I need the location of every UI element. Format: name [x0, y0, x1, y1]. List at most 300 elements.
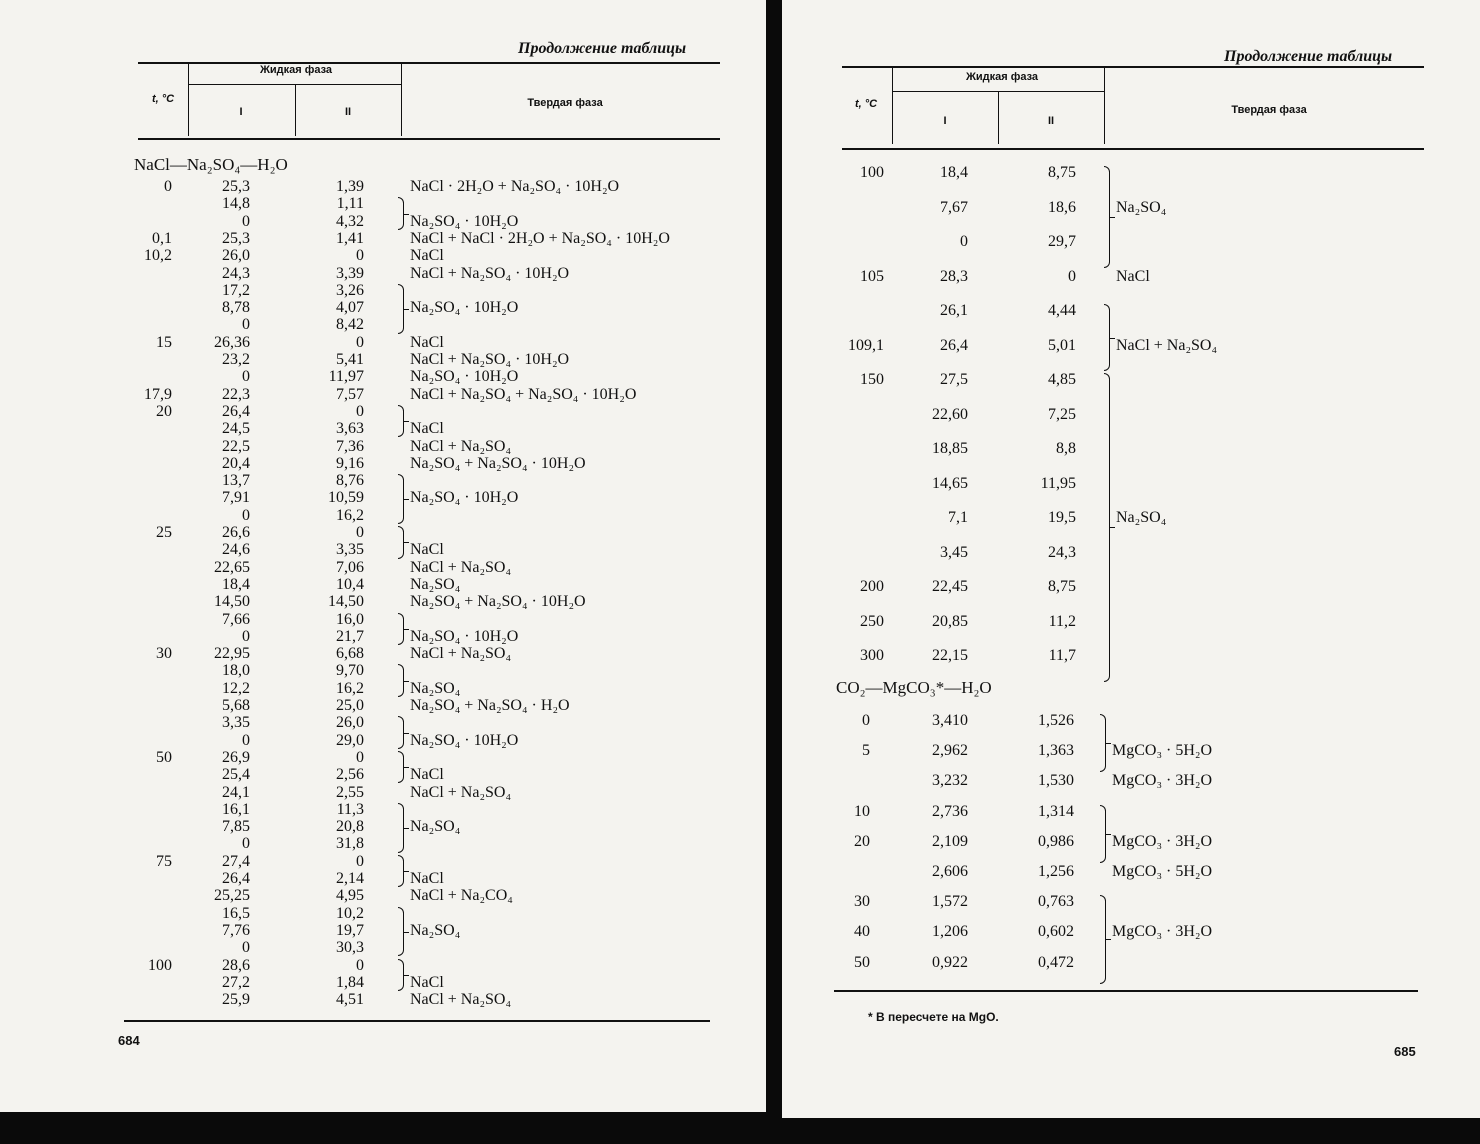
value-ii-cell: 2,55 [336, 783, 364, 801]
value-ii-cell: 11,95 [1040, 474, 1076, 492]
table-row [782, 268, 1480, 286]
group-brace [398, 751, 404, 784]
solid-phase-cell: NaCl [410, 973, 444, 991]
value-i-cell: 24,6 [222, 541, 250, 559]
group-brace [398, 907, 404, 957]
header-solid-phase: Твердая фаза [527, 97, 603, 109]
value-ii-cell: 16,2 [336, 506, 364, 524]
table-row [0, 974, 766, 992]
table-row [782, 337, 1480, 355]
value-i-cell: 7,91 [222, 489, 250, 507]
table-row [0, 420, 766, 438]
solid-phase-cell: Na₂SO₄ [410, 575, 461, 593]
header-divider [401, 62, 402, 136]
header-liquid-phase: Жидкая фаза [965, 71, 1039, 83]
solid-phase-cell: NaCl [410, 420, 444, 438]
value-ii-cell: 0 [356, 402, 364, 420]
value-i-cell: 2,606 [932, 863, 968, 880]
table-row [0, 593, 766, 611]
value-ii-cell: 19,7 [336, 921, 364, 939]
value-ii-cell: 0 [356, 852, 364, 870]
value-ii-cell: 0,986 [1038, 832, 1074, 850]
solid-phase-cell: Na₂SO₄ + Na₂SO₄ · 10H₂O [410, 593, 586, 611]
table-row [782, 613, 1480, 631]
value-ii-cell: 8,75 [1048, 164, 1076, 181]
value-i-cell: 8,78 [222, 299, 250, 317]
value-i-cell: 3,35 [222, 714, 250, 732]
value-ii-cell: 8,76 [336, 472, 364, 490]
value-i-cell: 25,3 [222, 229, 250, 247]
value-i-cell: 18,4 [940, 164, 968, 181]
table-row [782, 712, 1480, 730]
value-ii-cell: 10,4 [336, 575, 364, 593]
value-i-cell: 0 [242, 627, 250, 645]
value-ii-cell: 0,472 [1038, 953, 1074, 971]
value-ii-cell: 0 [356, 956, 364, 974]
value-i-cell: 22,5 [222, 437, 250, 455]
header-temperature: t, °C [854, 98, 878, 110]
value-i-cell: 3,410 [932, 712, 968, 729]
table-row [0, 455, 766, 473]
value-i-cell: 0 [242, 368, 250, 386]
header-divider [998, 92, 999, 144]
solid-phase-cell: Na₂SO₄ · 10H₂O [410, 627, 519, 645]
footnote: * В пересчете на MgO. [868, 1010, 999, 1024]
solid-phase-cell: Na₂SO₄ [1116, 198, 1167, 216]
solid-phase-cell: Na₂SO₄ · 10H₂O [410, 299, 519, 317]
value-i-cell: 0 [242, 939, 250, 957]
table-row [0, 801, 766, 819]
value-i-cell: 0 [242, 316, 250, 334]
solid-phase-cell: Na₂SO₄ [410, 818, 461, 836]
solid-phase-cell: NaCl + Na₂SO₄ · 10H₂O [410, 351, 570, 368]
value-ii-cell: 1,256 [1038, 863, 1074, 880]
value-ii-cell: 20,8 [336, 818, 364, 836]
group-brace [398, 284, 404, 334]
value-i-cell: 22,15 [932, 647, 968, 664]
continuation-label: Продолжение таблицы [1224, 48, 1393, 65]
header-solid-phase: Твердая фаза [1231, 104, 1307, 116]
group-brace [398, 197, 404, 230]
value-i-cell: 22,3 [222, 385, 250, 403]
temperature-cell: 250 [860, 612, 884, 630]
solid-phase-cell: MgCO₃ · 3H₂O [1112, 832, 1213, 850]
table-row [782, 923, 1480, 941]
table-row [0, 939, 766, 957]
value-i-cell: 3,232 [932, 772, 968, 790]
solid-phase-cell: MgCO₃ · 3H₂O [1112, 772, 1213, 790]
table-row [782, 742, 1480, 760]
solid-phase-cell: MgCO₃ · 5H₂O [1112, 742, 1213, 760]
table-row [782, 833, 1480, 851]
value-ii-cell: 1,526 [1038, 712, 1074, 729]
value-ii-cell: 14,50 [328, 593, 364, 611]
group-brace [398, 474, 404, 524]
header-temperature: t, °C [151, 93, 175, 105]
table-row [0, 541, 766, 559]
value-ii-cell: 4,51 [336, 991, 364, 1009]
value-ii-cell: 31,8 [336, 835, 364, 853]
temperature-cell: 109,1 [848, 336, 884, 354]
value-i-cell: 26,9 [222, 748, 250, 766]
table-row [0, 645, 766, 663]
solid-phase-cell: Na₂SO₄ [410, 921, 461, 939]
value-ii-cell: 0,602 [1038, 923, 1074, 941]
value-ii-cell: 7,57 [336, 385, 364, 403]
table-row [782, 509, 1480, 527]
solid-phase-cell: Na₂SO₄ · 10H₂O [410, 731, 519, 749]
value-ii-cell: 4,07 [336, 299, 364, 317]
value-i-cell: 22,60 [932, 405, 968, 423]
value-ii-cell: 0 [356, 247, 364, 265]
value-i-cell: 25,3 [222, 178, 250, 195]
header-subrule [188, 84, 401, 85]
table-row [0, 766, 766, 784]
value-ii-cell: 7,25 [1048, 405, 1076, 423]
value-ii-cell: 0 [356, 524, 364, 541]
table-row [0, 991, 766, 1009]
solid-phase-cell: NaCl + Na₂SO₄ [1116, 336, 1218, 354]
value-ii-cell: 3,39 [336, 264, 364, 282]
value-ii-cell: 21,7 [336, 627, 364, 645]
value-i-cell: 26,0 [222, 247, 250, 265]
temperature-cell: 0,1 [152, 229, 172, 247]
temperature-cell: 20 [156, 402, 172, 420]
system-title: NaCl—Na₂SO₄—H₂O [134, 155, 288, 174]
right-page [782, 0, 1480, 1118]
value-ii-cell: 11,97 [328, 368, 364, 386]
temperature-cell: 75 [156, 852, 172, 870]
table-row [782, 302, 1480, 320]
value-i-cell: 7,85 [222, 818, 250, 836]
table-bottom-rule [124, 1020, 710, 1022]
table-row [0, 697, 766, 715]
group-brace [1104, 304, 1110, 371]
page-number: 685 [1394, 1044, 1416, 1059]
group-brace [398, 959, 404, 992]
solid-phase-cell: NaCl + Na₂SO₄ [410, 783, 512, 801]
value-i-cell: 20,4 [222, 454, 250, 472]
value-i-cell: 23,2 [222, 351, 250, 368]
table-row [782, 406, 1480, 424]
value-ii-cell: 25,0 [336, 697, 364, 714]
table-row [782, 544, 1480, 562]
solid-phase-cell: NaCl [410, 766, 444, 784]
value-i-cell: 28,3 [940, 267, 968, 285]
table-row [0, 784, 766, 802]
value-i-cell: 28,6 [222, 956, 250, 974]
table-row [0, 662, 766, 680]
value-i-cell: 17,2 [222, 281, 250, 299]
group-brace [398, 405, 404, 438]
value-ii-cell: 4,85 [1048, 371, 1076, 388]
value-i-cell: 14,8 [222, 195, 250, 213]
value-ii-cell: 4,95 [336, 887, 364, 905]
value-i-cell: 16,1 [222, 800, 250, 818]
value-i-cell: 27,5 [940, 371, 968, 388]
temperature-cell: 15 [156, 333, 172, 351]
value-i-cell: 5,68 [222, 697, 250, 714]
solid-phase-cell: MgCO₃ · 5H₂O [1112, 863, 1213, 880]
group-brace [1104, 373, 1110, 682]
value-i-cell: 3,45 [940, 543, 968, 561]
header-divider [188, 62, 189, 136]
group-brace [398, 613, 404, 646]
temperature-cell: 40 [854, 923, 870, 941]
value-ii-cell: 29,0 [336, 731, 364, 749]
solid-phase-cell: NaCl + Na₂SO₄ [410, 991, 512, 1009]
table-row [0, 386, 766, 404]
value-ii-cell: 11,3 [336, 800, 364, 818]
value-ii-cell: 19,5 [1048, 509, 1076, 526]
solid-phase-cell: Na₂SO₄ [410, 679, 461, 697]
solid-phase-cell: NaCl + Na₂SO₄ [410, 558, 512, 576]
group-brace [1100, 895, 1106, 984]
solid-phase-cell: NaCl [410, 247, 444, 265]
table-row [0, 282, 766, 300]
value-i-cell: 0 [242, 506, 250, 524]
table-row [782, 803, 1480, 821]
value-ii-cell: 0,763 [1038, 893, 1074, 911]
solid-phase-cell: NaCl + Na₂CO₄ [410, 887, 513, 905]
solid-phase-cell: NaCl · 2H₂O + Na₂SO₄ · 10H₂O [410, 178, 620, 195]
value-ii-cell: 11,7 [1048, 647, 1076, 664]
solid-phase-cell: NaCl + NaCl · 2H₂O + Na₂SO₄ · 10H₂O [410, 229, 670, 247]
value-i-cell: 26,4 [222, 870, 250, 887]
value-i-cell: 20,85 [932, 612, 968, 630]
value-ii-cell: 11,2 [1048, 612, 1076, 630]
header-col-ii: II [344, 106, 352, 118]
solid-phase-cell: NaCl + Na₂SO₄ [410, 645, 512, 663]
header-liquid-phase: Жидкая фаза [259, 64, 333, 76]
table-row [782, 233, 1480, 251]
value-ii-cell: 5,41 [336, 351, 364, 368]
value-ii-cell: 29,7 [1048, 233, 1076, 250]
value-ii-cell: 8,8 [1056, 440, 1076, 457]
value-ii-cell: 8,75 [1048, 578, 1076, 595]
value-i-cell: 27,4 [222, 852, 250, 870]
solid-phase-cell: NaCl + Na₂SO₄ + Na₂SO₄ · 10H₂O [410, 385, 637, 403]
solid-phase-cell: Na₂SO₄ · 10H₂O [410, 489, 519, 507]
value-i-cell: 1,572 [932, 893, 968, 911]
value-i-cell: 2,736 [932, 802, 968, 820]
table-row [0, 559, 766, 577]
table-row [0, 316, 766, 334]
value-ii-cell: 7,06 [336, 558, 364, 576]
solid-phase-cell: NaCl [410, 541, 444, 559]
table-row [0, 351, 766, 369]
table-row [782, 863, 1480, 881]
table-top-rule [138, 62, 720, 64]
temperature-cell: 25 [156, 524, 172, 541]
table-row [0, 905, 766, 923]
table-row [782, 475, 1480, 493]
table-row [0, 922, 766, 940]
value-i-cell: 1,206 [932, 923, 968, 941]
table-row [0, 299, 766, 317]
value-i-cell: 22,65 [214, 558, 250, 576]
table-row [0, 368, 766, 386]
temperature-cell: 50 [854, 953, 870, 971]
table-row [0, 230, 766, 248]
temperature-cell: 10,2 [144, 247, 172, 265]
table-row [0, 576, 766, 594]
header-divider [892, 66, 893, 144]
solid-phase-cell: Na₂SO₄ · 10H₂O [410, 368, 519, 386]
table-row [782, 164, 1480, 182]
table-row [0, 835, 766, 853]
value-i-cell: 26,6 [222, 524, 250, 541]
header-divider [295, 84, 296, 136]
value-i-cell: 12,2 [222, 679, 250, 697]
value-i-cell: 7,66 [222, 610, 250, 628]
value-i-cell: 0 [242, 731, 250, 749]
table-row [0, 507, 766, 525]
table-row [0, 887, 766, 905]
table-row [0, 957, 766, 975]
table-row [0, 818, 766, 836]
value-ii-cell: 5,01 [1048, 336, 1076, 354]
temperature-cell: 30 [156, 645, 172, 663]
temperature-cell: 0 [862, 712, 870, 729]
value-ii-cell: 6,68 [336, 645, 364, 663]
value-i-cell: 22,95 [214, 645, 250, 663]
table-row [0, 680, 766, 698]
value-ii-cell: 9,16 [336, 454, 364, 472]
group-brace [1100, 714, 1106, 772]
table-row [0, 611, 766, 629]
value-i-cell: 26,4 [222, 402, 250, 420]
solid-phase-cell: Na₂SO₄ + Na₂SO₄ · H₂O [410, 697, 570, 714]
system-title: CO₂—MgCO₃*—H₂O [836, 678, 992, 697]
value-ii-cell: 16,0 [336, 610, 364, 628]
table-row [782, 371, 1480, 389]
value-ii-cell: 4,32 [336, 212, 364, 230]
value-ii-cell: 2,56 [336, 766, 364, 784]
table-row [0, 472, 766, 490]
value-i-cell: 16,5 [222, 904, 250, 922]
solid-phase-cell: Na₂SO₄ [1116, 509, 1167, 526]
value-i-cell: 25,9 [222, 991, 250, 1009]
value-ii-cell: 1,39 [336, 178, 364, 195]
table-row [0, 628, 766, 646]
temperature-cell: 100 [148, 956, 172, 974]
value-ii-cell: 10,2 [336, 904, 364, 922]
group-brace [398, 803, 404, 853]
value-ii-cell: 30,3 [336, 939, 364, 957]
value-i-cell: 18,85 [932, 440, 968, 457]
value-ii-cell: 16,2 [336, 679, 364, 697]
solid-phase-cell: NaCl [410, 870, 444, 887]
value-i-cell: 2,109 [932, 832, 968, 850]
temperature-cell: 20 [854, 832, 870, 850]
group-brace [398, 526, 404, 559]
value-ii-cell: 3,63 [336, 420, 364, 438]
value-i-cell: 24,5 [222, 420, 250, 438]
value-ii-cell: 1,363 [1038, 742, 1074, 760]
header-col-i: I [943, 115, 947, 127]
value-ii-cell: 3,26 [336, 281, 364, 299]
table-row [0, 178, 766, 196]
value-i-cell: 18,4 [222, 575, 250, 593]
value-i-cell: 18,0 [222, 662, 250, 680]
table-row [0, 438, 766, 456]
header-bottom-rule [842, 148, 1424, 150]
solid-phase-cell: Na₂SO₄ · 10H₂O [410, 212, 519, 230]
table-row [782, 578, 1480, 596]
page-number: 684 [118, 1033, 140, 1048]
temperature-cell: 5 [862, 742, 870, 760]
solid-phase-cell: NaCl [410, 333, 444, 351]
table-row [0, 403, 766, 421]
value-ii-cell: 9,70 [336, 662, 364, 680]
temperature-cell: 50 [156, 748, 172, 766]
value-i-cell: 26,1 [940, 302, 968, 319]
solid-phase-cell: MgCO₃ · 3H₂O [1112, 923, 1213, 941]
value-ii-cell: 1,84 [336, 973, 364, 991]
solid-phase-cell: NaCl [1116, 267, 1150, 285]
table-row [782, 199, 1480, 217]
value-ii-cell: 1,314 [1038, 802, 1074, 820]
table-row [0, 265, 766, 283]
value-i-cell: 25,25 [214, 887, 250, 905]
table-row [0, 749, 766, 767]
solid-phase-cell: NaCl + Na₂SO₄ [410, 437, 512, 455]
value-i-cell: 2,962 [932, 742, 968, 760]
value-ii-cell: 1,41 [336, 229, 364, 247]
table-row [782, 954, 1480, 972]
value-ii-cell: 1,11 [336, 195, 364, 213]
value-ii-cell: 1,530 [1038, 772, 1074, 790]
value-ii-cell: 26,0 [336, 714, 364, 732]
group-brace [398, 716, 404, 749]
temperature-cell: 200 [860, 578, 884, 595]
table-top-rule [842, 66, 1424, 68]
group-brace [1104, 166, 1110, 268]
value-ii-cell: 0 [1068, 267, 1076, 285]
value-ii-cell: 18,6 [1048, 198, 1076, 216]
header-divider [1104, 66, 1105, 144]
temperature-cell: 300 [860, 647, 884, 664]
table-row [0, 213, 766, 231]
value-i-cell: 26,36 [214, 333, 250, 351]
value-i-cell: 14,50 [214, 593, 250, 611]
table-row [0, 732, 766, 750]
temperature-cell: 105 [860, 267, 884, 285]
table-row [782, 647, 1480, 665]
group-brace [398, 855, 404, 888]
table-row [0, 489, 766, 507]
table-row [0, 334, 766, 352]
header-col-i: I [239, 106, 243, 118]
value-ii-cell: 0 [356, 333, 364, 351]
value-i-cell: 7,1 [948, 509, 968, 526]
value-ii-cell: 4,44 [1048, 302, 1076, 319]
temperature-cell: 150 [860, 371, 884, 388]
value-i-cell: 27,2 [222, 973, 250, 991]
table-row [0, 247, 766, 265]
table-bottom-rule [834, 990, 1418, 992]
temperature-cell: 17,9 [144, 385, 172, 403]
value-i-cell: 13,7 [222, 472, 250, 490]
value-ii-cell: 24,3 [1048, 543, 1076, 561]
value-ii-cell: 8,42 [336, 316, 364, 334]
table-row [0, 195, 766, 213]
value-ii-cell: 10,59 [328, 489, 364, 507]
solid-phase-cell: Na₂SO₄ + Na₂SO₄ · 10H₂O [410, 454, 586, 472]
header-bottom-rule [138, 138, 720, 140]
group-brace [398, 664, 404, 697]
